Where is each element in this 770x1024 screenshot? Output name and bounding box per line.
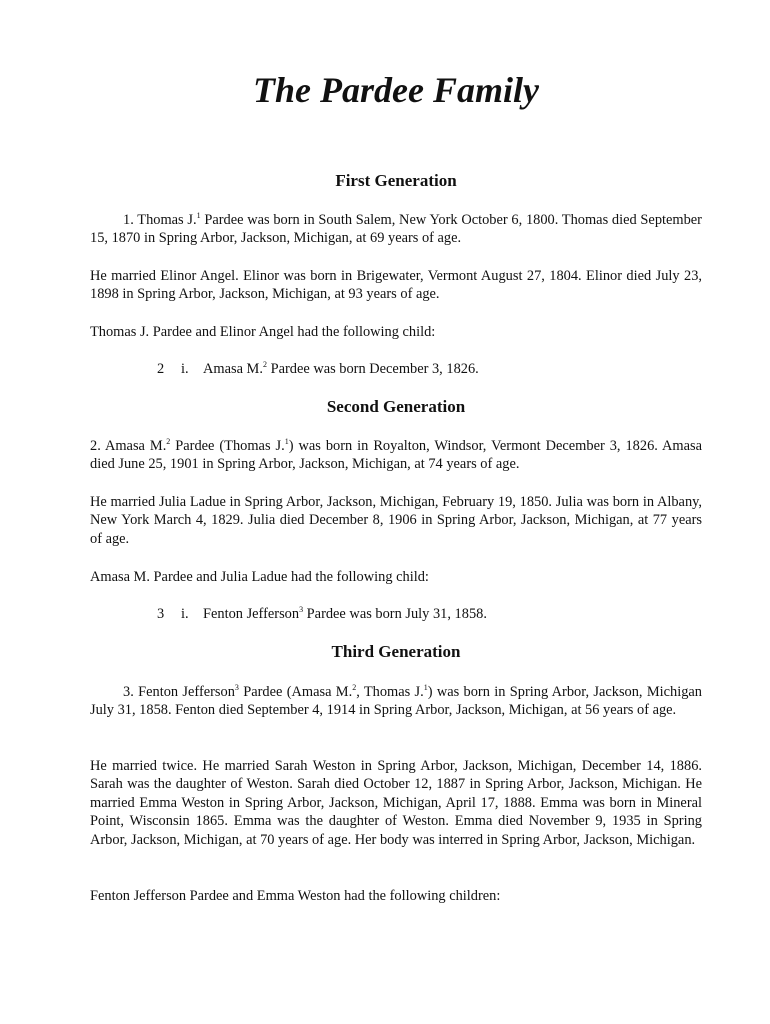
generation-superscript: 3 — [234, 683, 239, 692]
entry-text: ) was born in Spring Arbor, Jackson, Michigan July 31, 1858. Fenton died September 4, 1914 in Spring Arbor, Jackson, Michigan, at 56 years of age. — [90, 684, 703, 719]
child-amasa — [157, 360, 479, 378]
entry-number: 2. — [90, 438, 101, 454]
entry-parentage: Pardee (Thomas J. — [175, 438, 285, 454]
entry-amasa — [90, 437, 702, 474]
generation-superscript: 2 — [352, 683, 357, 692]
marriage-paragraph-amasa: He married Julia Ladue in Spring Arbor, Jackson, Michigan, February 19, 1850. Julia was born in Albany, New York March 4, 1829. Julia died December 8, 1906 in Spring Arbor, Jackson, Michigan, at 77 years of age. — [90, 494, 702, 547]
child-text: Pardee was born July 31, 1858. — [306, 606, 487, 622]
page-title: The Pardee Family — [253, 70, 539, 110]
child-fenton — [157, 605, 487, 623]
children-intro-fenton: Fenton Jefferson Pardee and Emma Weston had the following children: — [90, 888, 501, 904]
generation-heading-2: Second Generation — [326, 397, 466, 416]
generation-heading-1: First Generation — [335, 171, 457, 190]
marriage-paragraph-fenton: He married twice. He married Sarah Weston in Spring Arbor, Jackson, Michigan, December 14, 1886. Sarah was the daughter of Weston. Sarah died October 12, 1887 in Spring Arbor, Jackson, Michigan. He married Emma Weston in Spring Arbor, Jackson, Michigan, April 17, 1888. Emma was born in Mineral Point, Wisconsin 1865. Emma was the daughter of Weston. Emma died November 9, 1935 in Spring Arbor, Jackson, Michigan, at 70 years of age. Her body was interred in Spring Arbor, Jackson, Michigan. — [90, 758, 702, 848]
entry-name: Amasa M. — [104, 438, 167, 454]
entry-fenton — [90, 683, 702, 720]
entry-text: ) was born in Royalton, Windsor, Vermont December 3, 1826. Amasa died June 25, 1901 in Spring Arbor, Jackson, Michigan, at 74 years of age. — [90, 438, 702, 473]
children-intro-thomas: Thomas J. Pardee and Elinor Angel had the following child: — [90, 324, 436, 340]
generation-superscript: 2 — [262, 360, 267, 369]
entry-parentage-2: , Thomas J. — [356, 684, 424, 700]
children-intro-amasa: Amasa M. Pardee and Julia Ladue had the following child: — [90, 569, 429, 585]
child-roman: i. — [181, 361, 189, 377]
entry-number: 1. — [123, 212, 134, 228]
child-number: 2 — [157, 361, 165, 377]
generation-superscript: 3 — [299, 605, 304, 614]
marriage-paragraph-thomas: He married Elinor Angel. Elinor was born in Brigewater, Vermont August 27, 1804. Elinor died July 23, 1898 in Spring Arbor, Jackson, Michigan, at 93 years of age. — [90, 268, 702, 303]
entry-text: Pardee was born in South Salem, New York October 6, 1800. Thomas died September 15, 1870 in Spring Arbor, Jackson, Michigan, at 69 years of age. — [90, 212, 702, 247]
entry-name: Fenton Jefferson — [138, 684, 235, 700]
entry-thomas — [90, 211, 702, 248]
child-text: Pardee was born December 3, 1826. — [270, 361, 479, 377]
child-name: Amasa M. — [203, 361, 263, 377]
generation-superscript: 2 — [166, 437, 171, 446]
generation-superscript: 1 — [284, 437, 289, 446]
generation-superscript: 1 — [196, 211, 201, 220]
entry-parentage: Pardee (Amasa M. — [243, 684, 353, 700]
child-roman: i. — [181, 606, 189, 622]
generation-superscript: 1 — [423, 683, 428, 692]
child-number: 3 — [157, 606, 165, 622]
child-name: Fenton Jefferson — [203, 606, 300, 622]
entry-name: Thomas J. — [137, 212, 197, 228]
entry-number: 3. — [123, 684, 134, 700]
generation-heading-3: Third Generation — [331, 642, 461, 661]
